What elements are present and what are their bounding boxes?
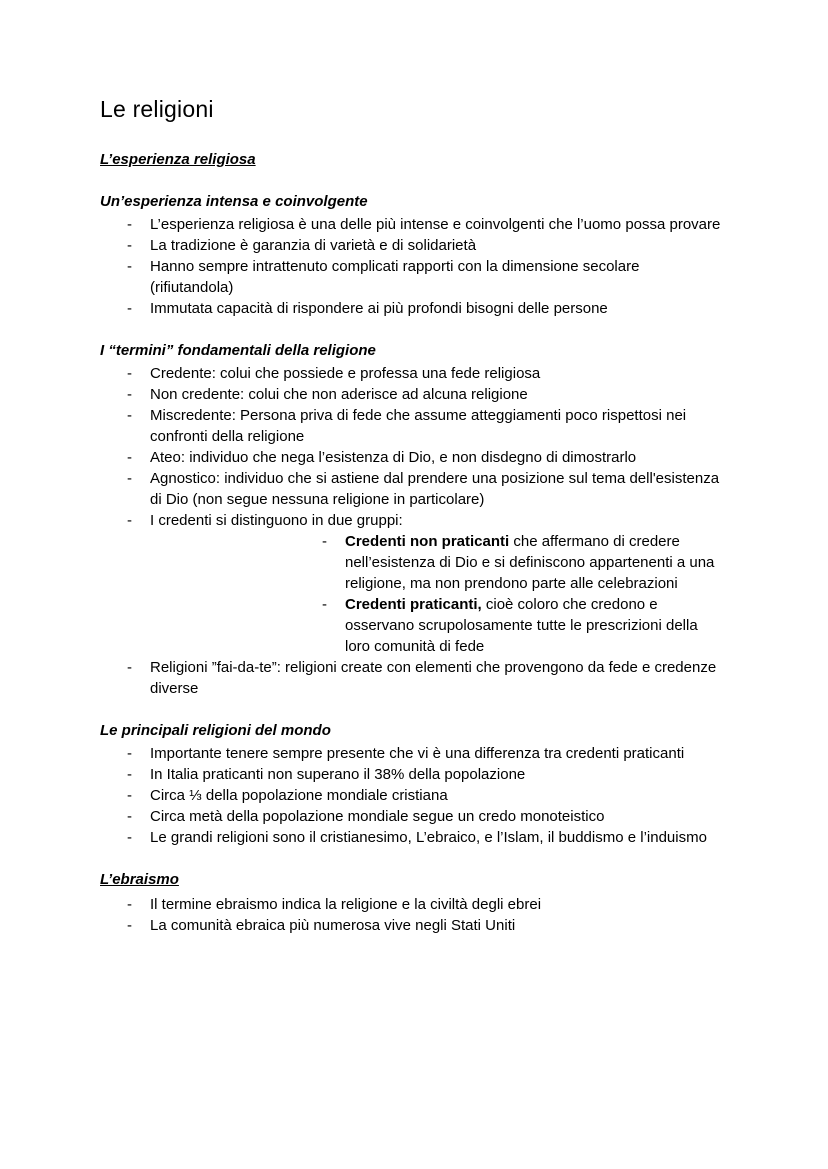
- bullet-dash: -: [127, 407, 132, 424]
- bullet-text: Credenti non praticanti che affermano di credere nell’esistenza di Dio e si definiscono appartenenti a una religione, ma non prendono parte alle celebrazioni: [345, 533, 715, 592]
- bullet-dash: -: [127, 386, 132, 403]
- bullet-item: [100, 594, 724, 657]
- bullet-dash: -: [127, 896, 132, 913]
- bullet-text: Circa metà della popolazione mondiale segue un credo monoteistico: [150, 808, 605, 825]
- bullet-text: In Italia praticanti non superano il 38% della popolazione: [150, 766, 526, 783]
- bullet-text: La tradizione è garanzia di varietà e di solidarietà: [150, 237, 477, 254]
- bullet-item: [100, 298, 724, 319]
- bullet-item: [100, 764, 724, 785]
- bullet-text: Non credente: colui che non aderisce ad alcuna religione: [150, 386, 528, 403]
- subsection-heading: I “termini” fondamentali della religione: [100, 342, 376, 359]
- section-heading: L’ebraismo: [100, 871, 179, 888]
- bullet-text: Miscredente: Persona priva di fede che assume atteggiamenti poco rispettosi nei confronti della religione: [150, 407, 687, 445]
- bullet-list: [100, 894, 724, 936]
- bullet-item: [100, 405, 724, 447]
- bullet-text: Immutata capacità di rispondere ai più profondi bisogni delle persone: [150, 300, 608, 317]
- bullet-dash: -: [127, 365, 132, 382]
- bullet-item: [100, 363, 724, 384]
- document-title: Le religioni: [100, 96, 214, 122]
- bullet-list: [100, 363, 724, 699]
- bullet-list: [100, 214, 724, 319]
- bullet-dash: -: [322, 533, 327, 550]
- bullet-item: [100, 806, 724, 827]
- bullet-dash: -: [127, 787, 132, 804]
- bullet-text: Credente: colui che possiede e professa una fede religiosa: [150, 365, 541, 382]
- bullet-dash: -: [127, 745, 132, 762]
- bullet-item: [100, 468, 724, 510]
- bullet-item: [100, 510, 724, 531]
- bullet-text: Ateo: individuo che nega l’esistenza di Dio, e non disdegno di dimostrarlo: [150, 449, 637, 466]
- bullet-text: Il termine ebraismo indica la religione e la civiltà degli ebrei: [150, 896, 542, 913]
- bullet-dash: -: [127, 449, 132, 466]
- section-heading: L’esperienza religiosa: [100, 151, 256, 168]
- bullet-item: [100, 384, 724, 405]
- bullet-dash: -: [127, 237, 132, 254]
- subsection-heading: Le principali religioni del mondo: [100, 722, 331, 739]
- bullet-item: [100, 256, 724, 298]
- bullet-text: L’esperienza religiosa è una delle più intense e coinvolgenti che l’uomo possa provare: [150, 216, 721, 233]
- bullet-dash: -: [322, 596, 327, 613]
- document-content: [100, 149, 724, 936]
- bullet-text: Credenti praticanti, cioè coloro che credono e osservano scrupolosamente tutte le prescrizioni della loro comunità di fede: [345, 596, 698, 655]
- bullet-item: [100, 894, 724, 915]
- bullet-dash: -: [127, 512, 132, 529]
- bullet-item: [100, 743, 724, 764]
- bullet-dash: -: [127, 829, 132, 846]
- bullet-text: Le grandi religioni sono il cristianesimo, L’ebraico, e l’Islam, il buddismo e l’induismo: [150, 829, 707, 846]
- bullet-dash: -: [127, 917, 132, 934]
- bullet-text: Hanno sempre intrattenuto complicati rapporti con la dimensione secolare (rifiutandola): [150, 258, 640, 296]
- bullet-text: Importante tenere sempre presente che vi è una differenza tra credenti praticanti: [150, 745, 685, 762]
- bullet-item: [100, 235, 724, 256]
- subsection-heading: Un’esperienza intensa e coinvolgente: [100, 193, 368, 210]
- bullet-item: [100, 827, 724, 848]
- bullet-dash: -: [127, 659, 132, 676]
- bullet-text: La comunità ebraica più numerosa vive negli Stati Uniti: [150, 917, 516, 934]
- bullet-text: Religioni ”fai-da-te”: religioni create con elementi che provengono da fede e credenze diverse: [150, 659, 717, 697]
- bullet-list: [100, 743, 724, 848]
- bullet-text: I credenti si distinguono in due gruppi:: [150, 512, 403, 529]
- bullet-dash: -: [127, 216, 132, 233]
- bullet-text: Circa ⅓ della popolazione mondiale cristiana: [150, 787, 448, 804]
- bullet-item: [100, 915, 724, 936]
- bullet-item: [100, 447, 724, 468]
- bullet-item: [100, 531, 724, 594]
- bullet-dash: -: [127, 808, 132, 825]
- bullet-dash: -: [127, 470, 132, 487]
- bullet-item: [100, 785, 724, 806]
- bullet-dash: -: [127, 766, 132, 783]
- bullet-dash: -: [127, 258, 132, 275]
- bullet-dash: -: [127, 300, 132, 317]
- bullet-text: Agnostico: individuo che si astiene dal prendere una posizione sul tema dell'esistenza di Dio (non segue nessuna religione in particolare): [150, 470, 720, 508]
- bullet-item: [100, 657, 724, 699]
- bullet-item: [100, 214, 724, 235]
